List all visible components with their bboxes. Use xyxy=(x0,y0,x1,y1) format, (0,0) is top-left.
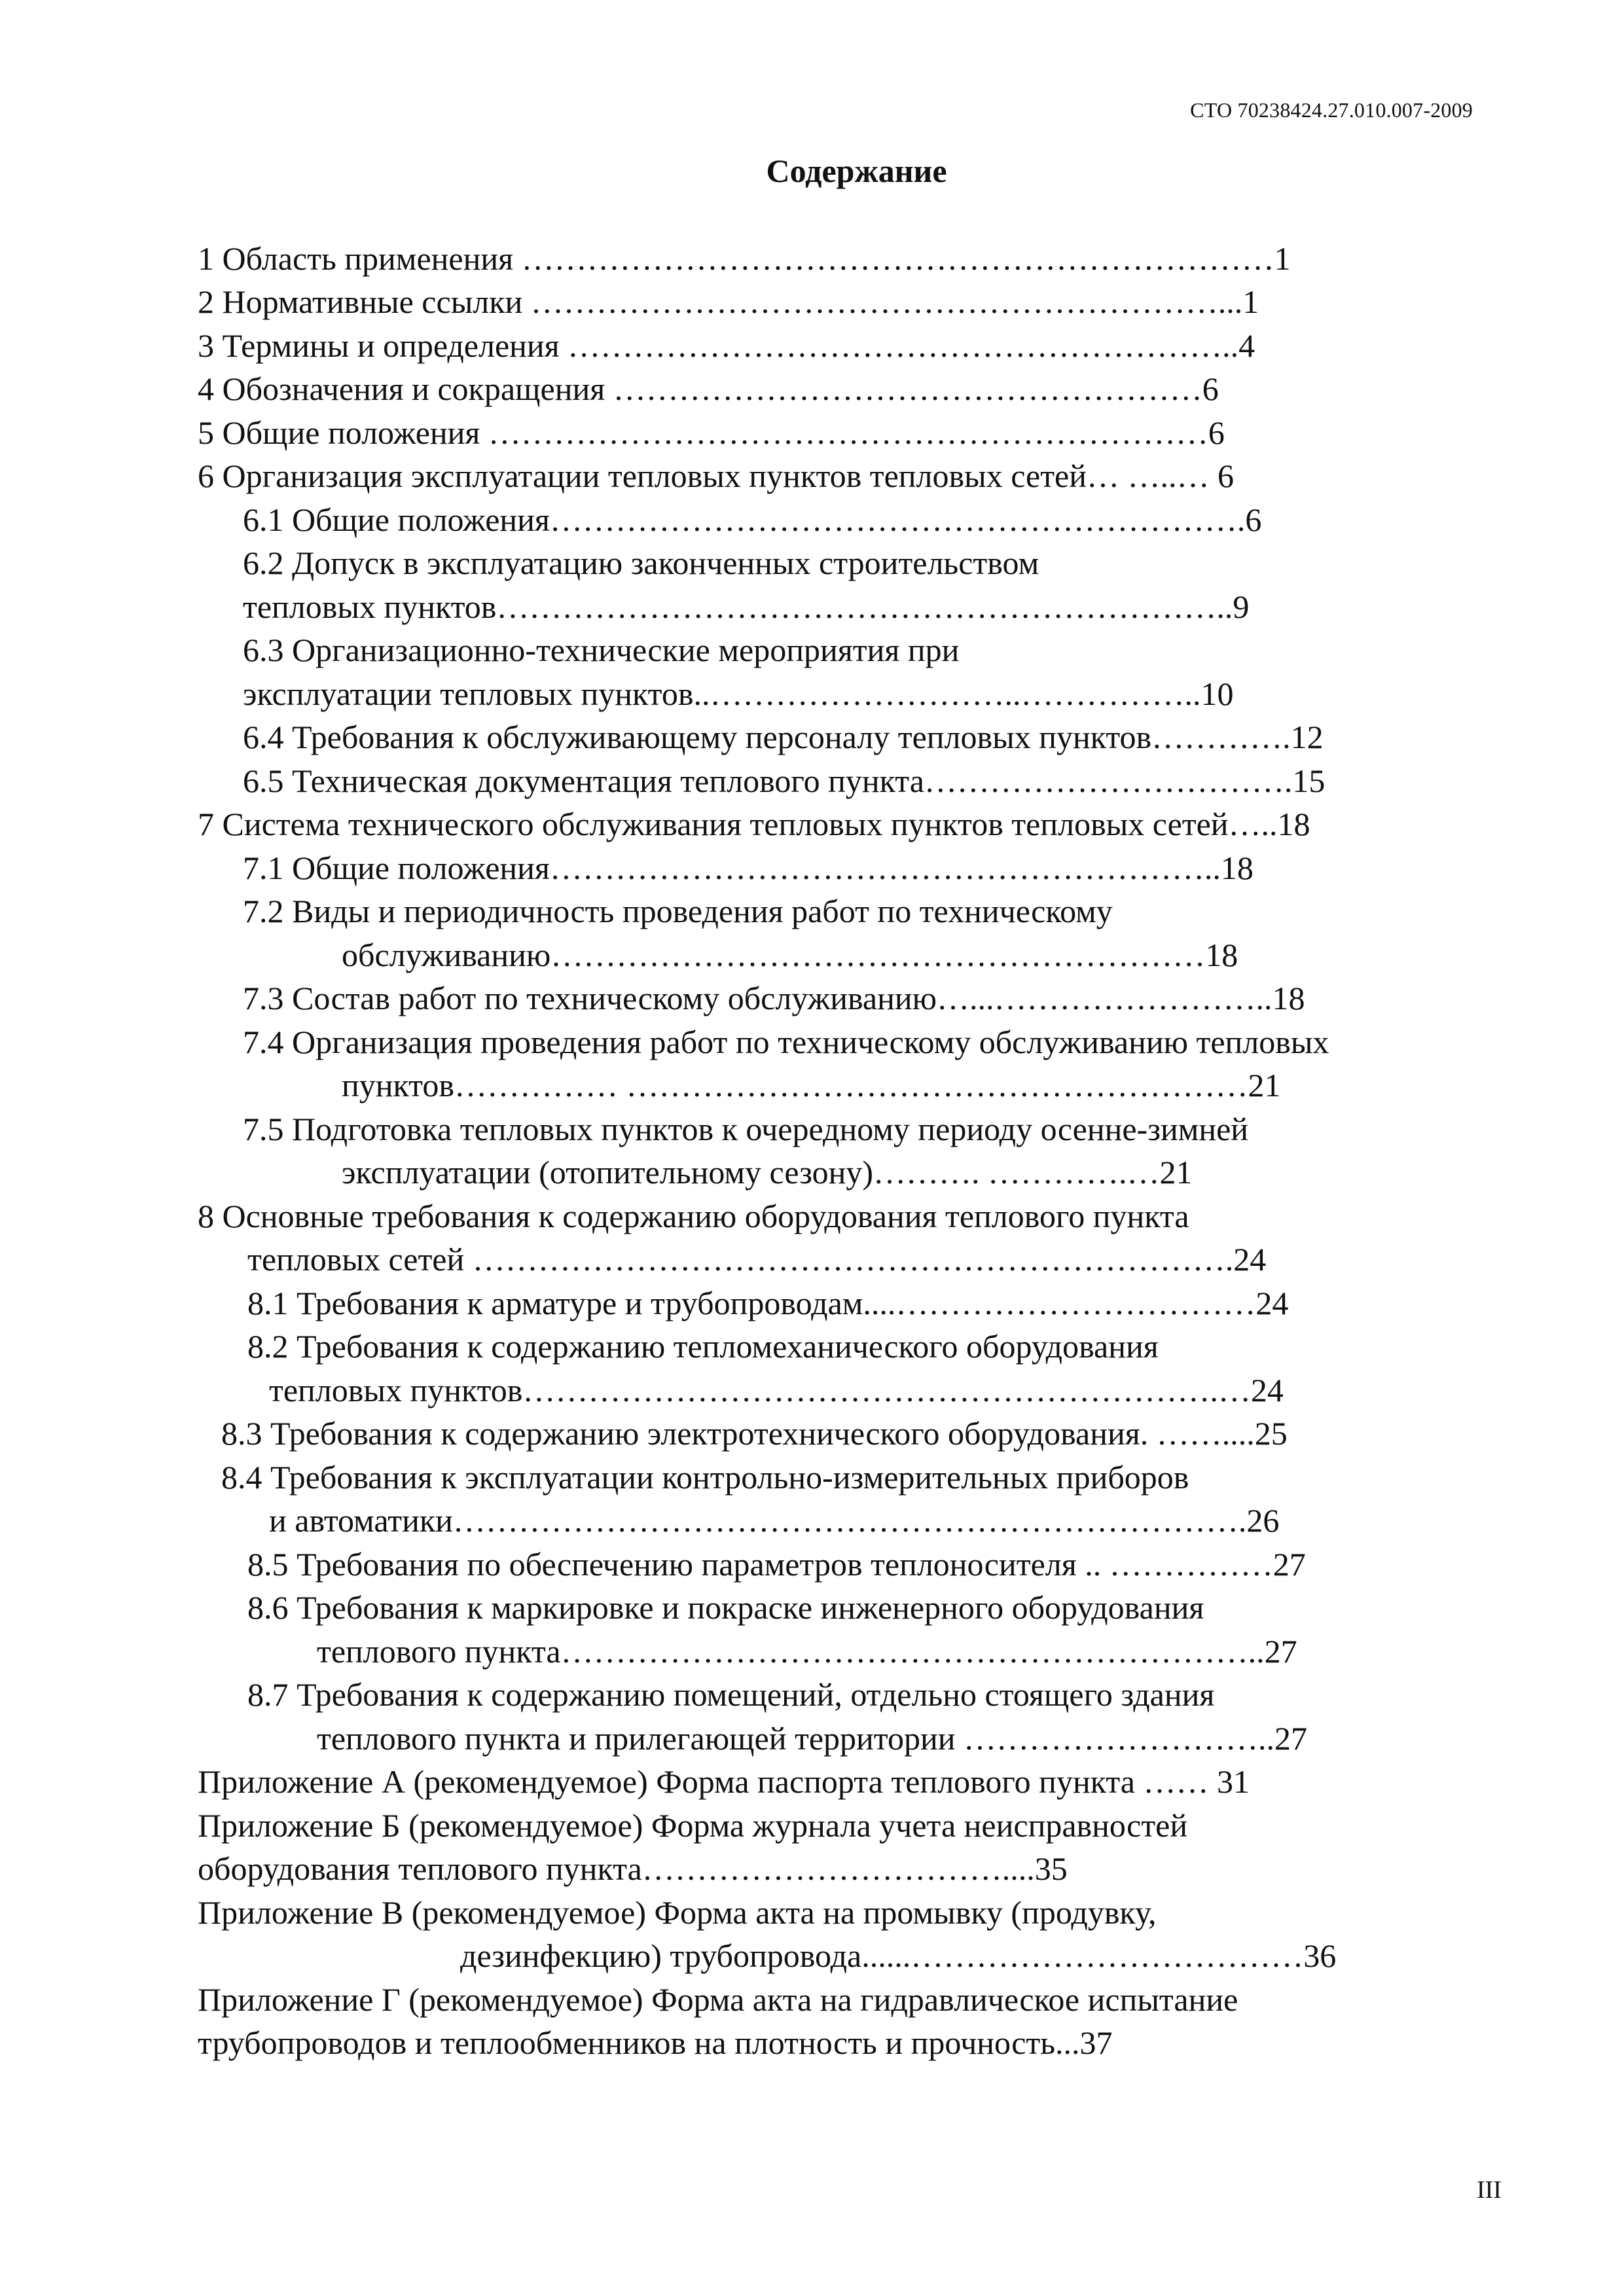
toc-entry-8-6: 8.6 Требования к маркировке и покраске инженерного оборудования xyxy=(247,1589,1204,1626)
toc-entry-7-1: 7.1 Общие положения……………………………………………………..18 xyxy=(243,850,1254,886)
toc-entry-8-6-cont: теплового пункта………………………………………………………..27 xyxy=(317,1633,1297,1670)
toc-entry-7-5: 7.5 Подготовка тепловых пунктов к очередному периоду осенне-зимней xyxy=(243,1111,1249,1147)
toc-entry-8-2-cont: тепловых пунктов……………………………………………………….…24 xyxy=(269,1372,1284,1408)
toc-entry-8: 8 Основные требования к содержанию оборудования теплового пункта xyxy=(198,1198,1189,1234)
toc-entry-7-4-cont: пунктов…………… …………………………………………………21 xyxy=(342,1067,1281,1103)
toc-entry-8-3: 8.3 Требования к содержанию электротехнического оборудования. ……....25 xyxy=(221,1415,1288,1452)
toc-entry-appendix-b: Приложение Б (рекомендуемое) Форма журнала учета неисправностей xyxy=(198,1807,1188,1844)
toc-entry-7-2-cont: обслуживанию……………………………………………………18 xyxy=(342,937,1238,973)
toc-entry-7: 7 Система технического обслуживания тепловых пунктов тепловых сетей…..18 xyxy=(198,806,1310,842)
toc-entry-7-4: 7.4 Организация проведения работ по техническому обслуживанию тепловых xyxy=(243,1024,1329,1060)
document-code: СТО 70238424.27.010.007-2009 xyxy=(1190,98,1473,122)
toc-entry-appendix-b-cont: оборудования теплового пункта……………………………....35 xyxy=(198,1850,1068,1887)
toc-entry-8-4-cont: и автоматики……………………………………………………………….26 xyxy=(269,1502,1280,1539)
toc-entry-8-1: 8.1 Требования к арматуре и трубопроводам....……………………………24 xyxy=(247,1285,1289,1321)
toc-entry-7-5-cont: эксплуатации (отопительному сезону)………. ………….…21 xyxy=(342,1154,1193,1191)
toc-entry-1: 1 Область применения ……………………………………………………………1 xyxy=(198,240,1291,277)
toc-entry-6-5: 6.5 Техническая документация теплового пункта…………………………….15 xyxy=(243,762,1326,799)
toc-entry-5: 5 Общие положения …………………………………………………………6 xyxy=(198,414,1225,451)
toc-entry-7-3: 7.3 Состав работ по техническому обслуживанию…...……………………..18 xyxy=(243,980,1305,1016)
toc-entry-appendix-v: Приложение В (рекомендуемое) Форма акта на промывку (продувку, xyxy=(198,1894,1157,1931)
toc-entry-4: 4 Обозначения и сокращения ………………………………………………6 xyxy=(198,370,1219,407)
toc-entry-appendix-a: Приложение А (рекомендуемое) Форма паспорта теплового пункта …… 31 xyxy=(198,1763,1250,1800)
toc-entry-3: 3 Термины и определения ……………………………………………………..4 xyxy=(198,327,1255,364)
toc-entry-6-4: 6.4 Требования к обслуживающему персоналу тепловых пунктов………….12 xyxy=(243,719,1324,755)
toc-entry-6-2: 6.2 Допуск в эксплуатацию законченных строительством xyxy=(243,545,1039,581)
toc-entry-6-2-cont: тепловых пунктов…………………………………………………………..9 xyxy=(243,588,1250,625)
toc-entry-6: 6 Организация эксплуатации тепловых пунктов тепловых сетей… …..… 6 xyxy=(198,457,1235,494)
toc-entry-6-1: 6.1 Общие положения……………………………………………………….6 xyxy=(243,501,1262,538)
toc-title: Содержание xyxy=(766,152,947,189)
toc-entry-6-3: 6.3 Организационно-технические мероприятия при xyxy=(243,632,960,668)
toc-entry-8-5: 8.5 Требования по обеспечению параметров теплоносителя .. ……………27 xyxy=(247,1546,1306,1583)
toc-entry-7-2: 7.2 Виды и периодичность проведения работ по техническому xyxy=(243,893,1113,929)
toc-entry-8-4: 8.4 Требования к эксплуатации контрольно-измерительных приборов xyxy=(221,1459,1189,1496)
toc-entry-8-7: 8.7 Требования к содержанию помещений, отдельно стоящего здания xyxy=(247,1676,1215,1713)
page-number: III xyxy=(1477,2176,1502,2204)
toc-entry-appendix-g-cont: трубопроводов и теплообменников на плотность и прочность...37 xyxy=(198,2024,1113,2061)
toc-entry-appendix-v-cont: дезинфекцию) трубопровода......………………………………36 xyxy=(460,1937,1337,1974)
toc-entry-6-3-cont: эксплуатации тепловых пунктов..………………………..……………..10 xyxy=(243,675,1234,712)
toc-entry-2: 2 Нормативные ссылки ………………………………………………………...1 xyxy=(198,283,1259,320)
toc-entry-8-7-cont: теплового пункта и прилегающей территории ………………………..27 xyxy=(317,1720,1308,1757)
toc-entry-8-2: 8.2 Требования к содержанию тепломеханического оборудования xyxy=(247,1328,1159,1365)
toc-entry-appendix-g: Приложение Г (рекомендуемое) Форма акта на гидравлическое испытание xyxy=(198,1981,1238,2018)
toc-entry-8-cont: тепловых сетей …………………………………………………………….24 xyxy=(247,1241,1267,1278)
